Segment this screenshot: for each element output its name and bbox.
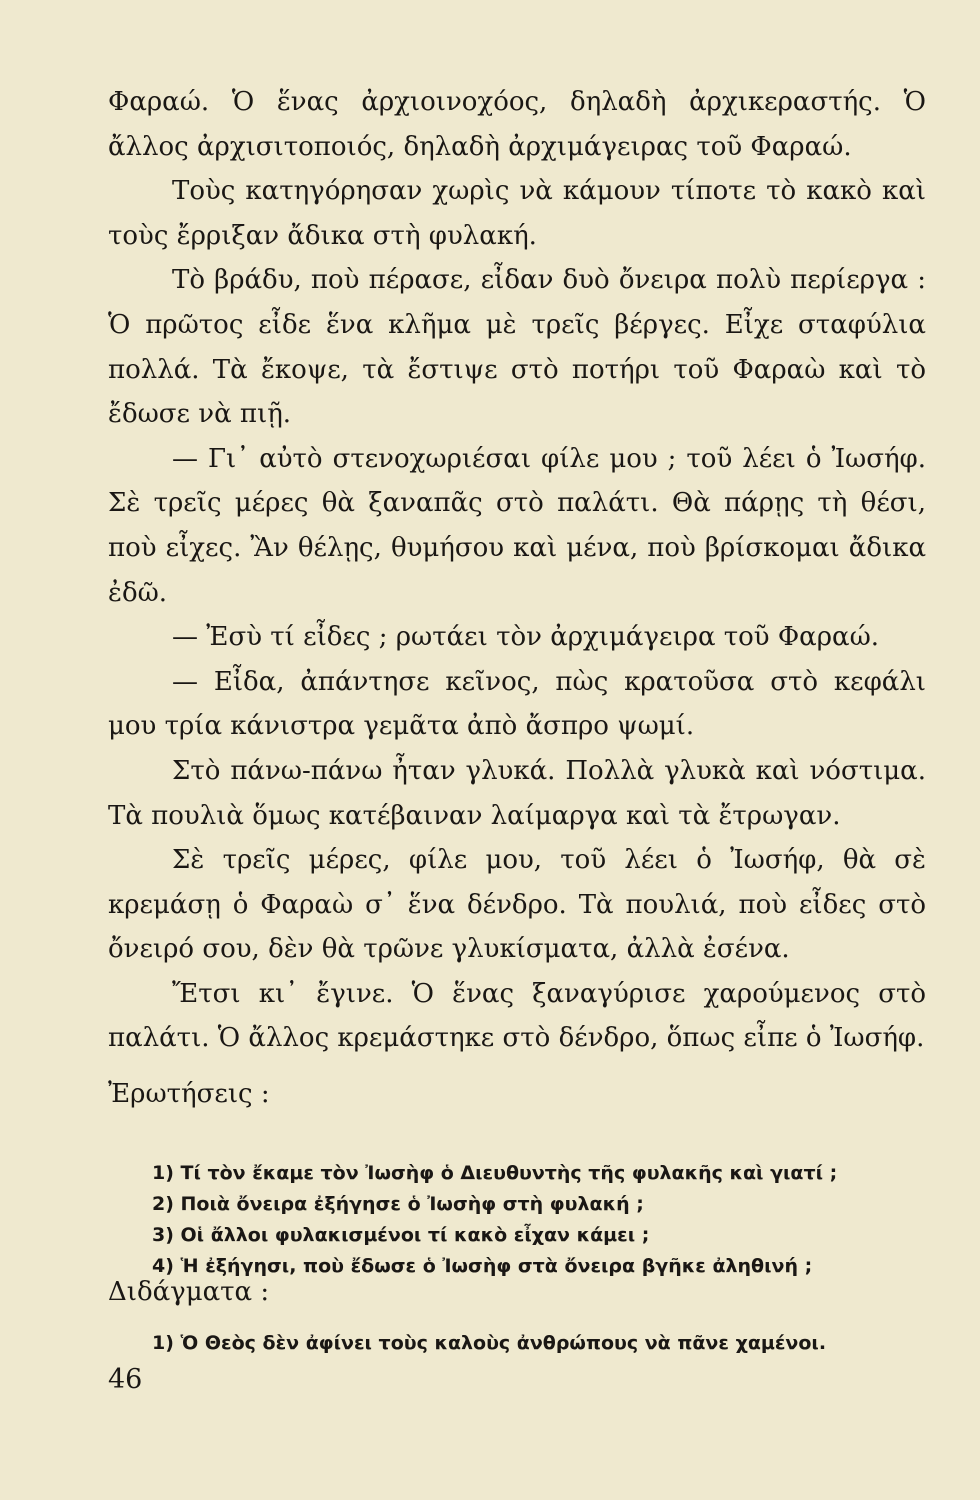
paragraph: Φαραώ. Ὁ ἕνας ἀρχιοινοχόος, δηλαδὴ ἀρχικεραστής. Ὁ ἄλλος ἀρχισιτοποιός, δηλαδὴ ἀρχιμάγειρας τοῦ Φαραώ. <box>108 87 926 162</box>
paragraph: Στὸ πάνω-πάνω ἦταν γλυκά. Πολλὰ γλυκὰ καὶ νόστιμα. Τὰ πουλιὰ ὅμως κατέβαιναν λαίμαργα καὶ τὰ ἔτρωγαν. <box>108 755 926 831</box>
question-item: 4) Ἡ ἐξήγησι, ποὺ ἔδωσε ὁ Ἰωσὴφ στὰ ὄνειρα βγῆκε ἀληθινή ; <box>152 1255 813 1277</box>
paragraph: Ἔτσι κι᾽ ἔγινε. Ὁ ἕνας ξαναγύρισε χαρούμενος στὸ παλάτι. Ὁ ἄλλος κρεμάστηκε στὸ δένδρο, ὅπως εἶπε ὁ Ἰωσήφ. <box>108 978 926 1054</box>
paragraph: Τὸ βράδυ, ποὺ πέρασε, εἶδαν δυὸ ὄνειρα πολὺ περίεργα : Ὁ πρῶτος εἶδε ἕνα κλῆμα μὲ τρεῖς βέργες. Εἶχε σταφύλια πολλά. Τὰ ἔκοψε, τὰ ἔστιψε στὸ ποτήρι τοῦ Φαραὼ καὶ τὸ ἔδωσε νὰ πιῇ. <box>108 265 926 430</box>
question-item: 2) Ποιὰ ὄνειρα ἐξήγησε ὁ Ἰωσὴφ στὴ φυλακή ; <box>152 1193 644 1215</box>
paragraph: Σὲ τρεῖς μέρες, φίλε μου, τοῦ λέει ὁ Ἰωσήφ, θὰ σὲ κρεμάσῃ ὁ Φαραὼ σ᾽ ἕνα δένδρο. Τὰ πουλιά, ποὺ εἶδες στὸ ὄνειρό σου, δὲν θὰ τρῶνε γλυκίσματα, ἀλλὰ ἐσένα. <box>108 845 926 965</box>
paragraph: Τοὺς κατηγόρησαν χωρὶς νὰ κάμουν τίποτε τὸ κακὸ καὶ τοὺς ἔρριξαν ἄδικα στὴ φυλακή. <box>108 176 926 251</box>
lessons-heading: Διδάγματα : <box>108 1277 270 1307</box>
paragraph: — Ἐσὺ τί εἶδες ; ρωτάει τὸν ἀρχιμάγειρα τοῦ Φαραώ. <box>172 622 880 653</box>
story-text <box>108 80 926 1061</box>
question-item: 3) Οἱ ἄλλοι φυλακισμένοι τί κακὸ εἶχαν κάμει ; <box>152 1224 650 1246</box>
question-item: 1) Τί τὸν ἔκαμε τὸν Ἰωσὴφ ὁ Διευθυντὴς τῆς φυλακῆς καὶ γιατί ; <box>152 1162 838 1184</box>
questions-list <box>152 1158 912 1282</box>
paragraph: — Εἶδα, ἀπάντησε κεῖνος, πὼς κρατοῦσα στὸ κεφάλι μου τρία κάνιστρα γεμᾶτα ἀπὸ ἄσπρο ψωμί. <box>108 666 926 742</box>
paragraph: — Γι᾽ αὐτὸ στενοχωριέσαι φίλε μου ; τοῦ λέει ὁ Ἰωσήφ. Σὲ τρεῖς μέρες θὰ ξαναπᾶς στὸ παλάτι. Θὰ πάρῃς τὴ θέσι, ποὺ εἶχες. Ἂν θέλῃς, θυμήσου καὶ μένα, ποὺ βρίσκομαι ἄδικα ἐδῶ. <box>108 443 926 608</box>
page-number: 46 <box>108 1364 143 1395</box>
lesson-item: 1) Ὁ Θεὸς δὲν ἀφίνει τοὺς καλοὺς ἀνθρώπους νὰ πᾶνε χαμένοι. <box>152 1332 827 1354</box>
lessons-list <box>152 1328 912 1359</box>
questions-heading: Ἐρωτήσεις : <box>108 1079 270 1109</box>
